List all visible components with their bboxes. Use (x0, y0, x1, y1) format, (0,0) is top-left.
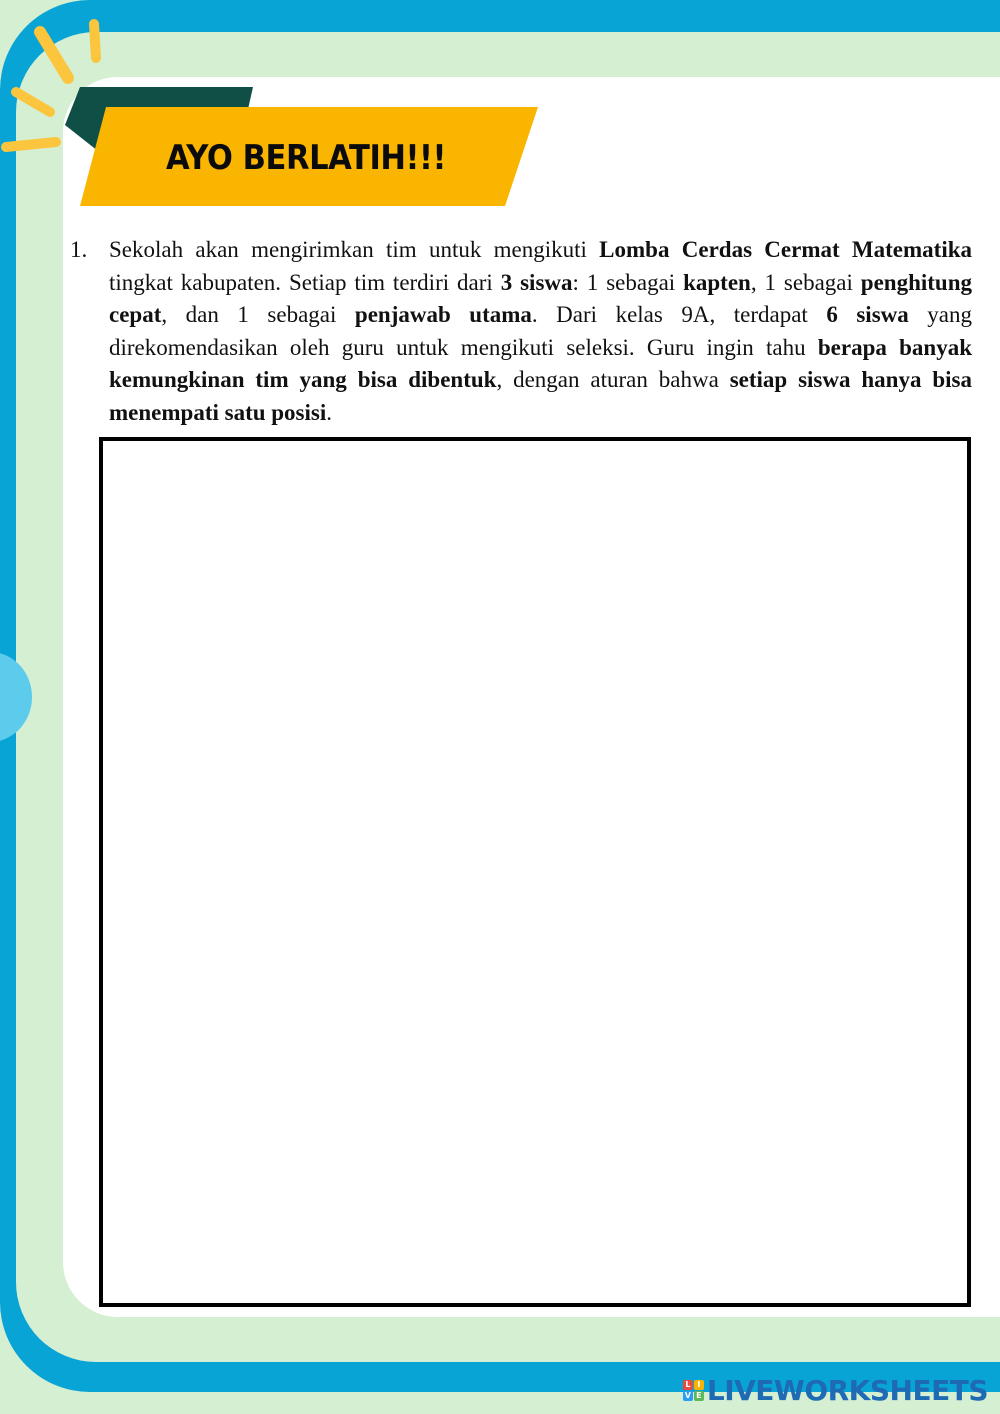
question-text-segment: , dengan aturan bahwa (496, 367, 730, 392)
question-text-segment: . (326, 399, 332, 425)
question-text-segment: , 1 sebagai (750, 269, 861, 295)
question-1 (70, 234, 972, 429)
question-text-segment: , dan 1 sebagai (161, 302, 355, 327)
question-keyword: kapten (683, 269, 751, 295)
logo-letter: V (684, 1391, 691, 1400)
title-ribbon (0, 0, 560, 220)
logo-letter: E (694, 1391, 704, 1401)
brand-name: LIVEWORKSHEETS (706, 1373, 988, 1407)
liveworksheets-brand (683, 1374, 988, 1406)
question-keyword: penghitung cepat (109, 269, 972, 327)
question-keyword: Lomba Cerdas Cermat Matematika (599, 237, 972, 262)
question-keyword: berapa banyak kemungkinan tim yang bisa dibentuk (109, 334, 973, 392)
question-text-segment: yang direkomendasikan oleh guru untuk mengikuti seleksi. Guru ingin tahu (109, 302, 972, 360)
question-text-segment: : 1 sebagai (572, 269, 684, 295)
question-number: 1. (70, 237, 88, 262)
question-text-segment: tingkat kabupaten. Setiap tim terdiri dari (109, 269, 501, 295)
question-text (109, 234, 972, 429)
question-keyword: 6 siswa (826, 302, 909, 327)
logo-letter: I (694, 1380, 704, 1390)
liveworksheets-logo-icon (683, 1380, 704, 1401)
question-keyword: 3 siswa (500, 269, 573, 295)
question-keyword: penjawab utama (354, 302, 532, 327)
question-text-segment: Sekolah akan mengirimkan tim untuk mengikuti (109, 237, 600, 262)
logo-letter: L (683, 1380, 693, 1390)
page-title: AYO BERLATIH!!! (166, 138, 447, 178)
answer-box[interactable] (99, 437, 971, 1307)
question-text-segment: . Dari kelas 9A, terdapat (531, 302, 827, 327)
question-keyword: setiap siswa hanya bisa menempati satu posisi (109, 367, 972, 425)
